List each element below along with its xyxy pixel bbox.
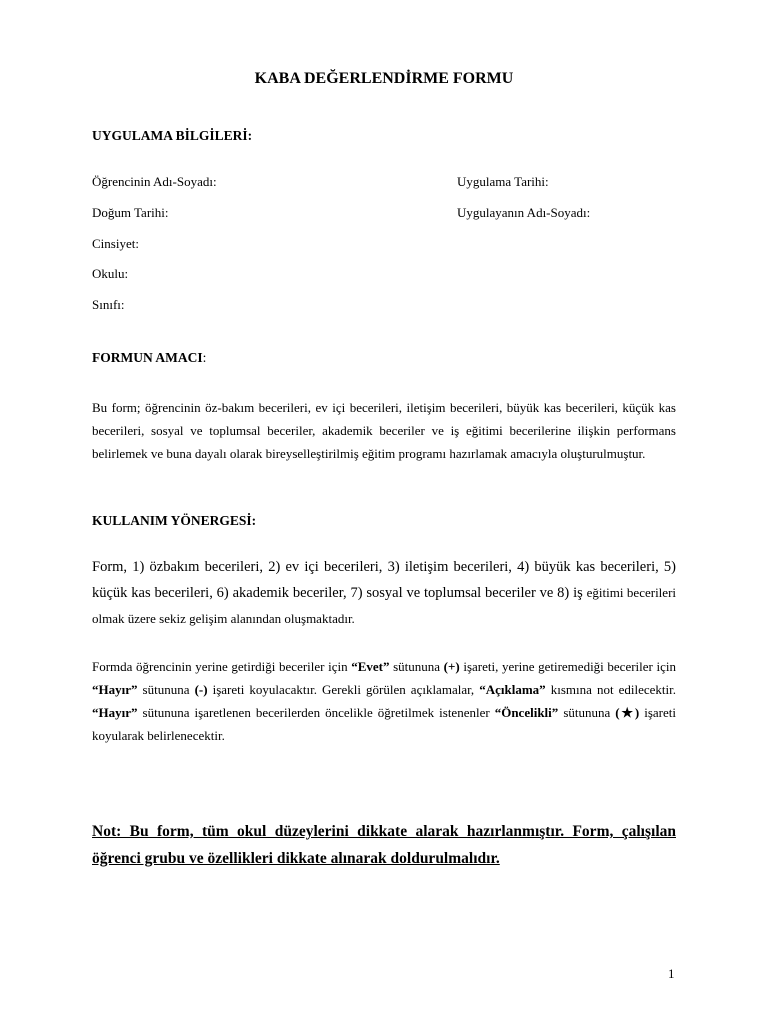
bold-term: “Açıklama” <box>479 682 546 697</box>
bold-term: “Öncelikli” <box>494 705 559 720</box>
paragraph-text: sütununa <box>558 705 616 720</box>
paragraph-text: işareti, yerine getiremediği beceriler için <box>459 659 676 674</box>
field-practitioner-name: Uygulayanın Adı-Soyadı: <box>457 205 591 220</box>
yonerge-paragraph-1-tail: eğitimi becerileri olmak üzere sekiz gelişim alanından oluşmaktadır. <box>92 585 677 626</box>
field-class: Sınıfı: <box>92 297 125 312</box>
yonerge-heading: KULLANIM YÖNERGESİ: <box>92 513 257 528</box>
field-birth-date: Doğum Tarihi: <box>92 205 169 220</box>
bold-term: (★) <box>615 705 640 720</box>
amac-heading <box>92 350 206 366</box>
bold-term: “Evet” <box>351 659 390 674</box>
amac-heading-text: FORMUN AMACI <box>92 350 203 365</box>
paragraph-text: sütununa <box>137 682 195 697</box>
field-application-date: Uygulama Tarihi: <box>457 174 549 189</box>
yonerge-paragraph-2 <box>92 655 676 747</box>
page-number: 1 <box>668 966 675 981</box>
field-gender: Cinsiyet: <box>92 236 139 251</box>
yonerge-paragraph-1 <box>92 554 676 632</box>
amac-heading-colon: : <box>202 350 207 365</box>
bold-term: (+) <box>443 659 460 674</box>
paragraph-text: sütununa <box>389 659 444 674</box>
paragraph-text: kısmına not edilecektir. <box>545 682 676 697</box>
field-school: Okulu: <box>92 266 129 281</box>
paragraph-text: Formda öğrencinin yerine getirdiği beceriler için <box>92 659 352 674</box>
paragraph-text: işareti koyulacaktır. Gerekli görülen açıklamalar, <box>207 682 480 697</box>
bold-term: “Hayır” <box>92 705 138 720</box>
paragraph-text: işareti koyularak belirlenecektir. <box>92 705 676 743</box>
bold-term: (-) <box>194 682 208 697</box>
bold-term: “Hayır” <box>92 682 138 697</box>
amac-paragraph: Bu form; öğrencinin öz-bakım becerileri, ev içi becerileri, iletişim becerileri, büyük kas becerileri, küçük kas becerileri, sosyal ve toplumsal beceriler, akademik beceriler ve iş eğitimi becerilerine ilişkin performans belirlemek ve buna dayalı olarak bireyselleştirilmiş eğitim programı hazırlamak amacıyla oluşturulmuştur. <box>92 400 676 461</box>
yonerge-paragraph-1-main: Form, 1) özbakım becerileri, 2) ev içi becerileri, 3) iletişim becerileri, 4) büyük kas becerileri, 5) küçük kas becerileri, 6) akademik beceriler, 7) sosyal ve toplumsal beceriler ve 8) iş <box>92 559 676 601</box>
field-student-name: Öğrencinin Adı-Soyadı: <box>92 174 217 189</box>
paragraph-text: sütununa işaretlenen becerilerden öncelikle öğretilmek istenenler <box>137 705 495 720</box>
form-title: KABA DEĞERLENDİRME FORMU <box>254 70 514 87</box>
uygulama-heading: UYGULAMA BİLGİLERİ: <box>92 128 253 143</box>
note-text: Not: Bu form, tüm okul düzeylerini dikkate alarak hazırlanmıştır. Form, çalışılan öğrenci grubu ve özellikleri dikkate alınarak doldurulmalıdır. <box>92 823 676 867</box>
